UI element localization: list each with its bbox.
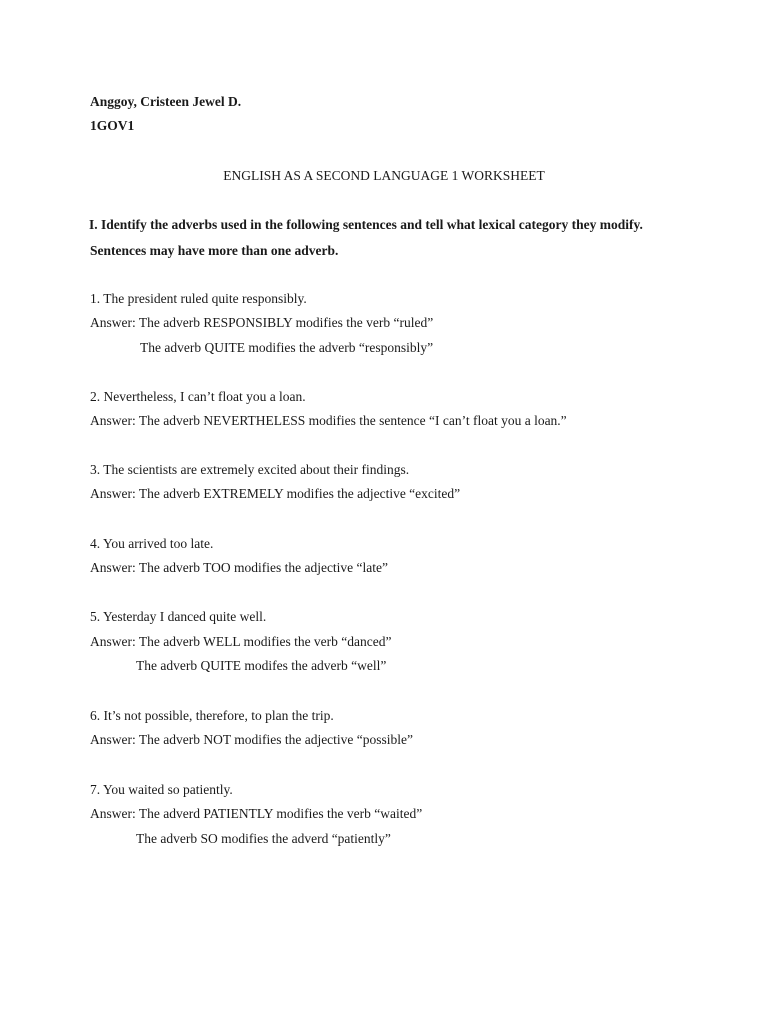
question-1: 1. The president ruled quite responsibly.: [90, 291, 307, 306]
worksheet-title: ENGLISH AS A SECOND LANGUAGE 1 WORKSHEET: [223, 168, 545, 183]
instructions-line-2: Sentences may have more than one adverb.: [90, 243, 339, 258]
question-7: 7. You waited so patiently.: [90, 782, 233, 797]
answer-5a: Answer: The adverb WELL modifies the verb “danced”: [90, 634, 392, 649]
student-name: Anggoy, Cristeen Jewel D.: [90, 94, 242, 109]
answer-3a: Answer: The adverb EXTREMELY modifies the adjective “excited”: [90, 486, 461, 501]
answer-6a: Answer: The adverb NOT modifies the adjective “possible”: [90, 732, 414, 747]
answer-1b: The adverb QUITE modifies the adverb “responsibly”: [140, 340, 434, 355]
answer-7b: The adverb SO modifies the adverd “patiently”: [136, 831, 391, 846]
question-3: 3. The scientists are extremely excited about their findings.: [90, 462, 410, 477]
answer-7a: Answer: The adverd PATIENTLY modifies the verb “waited”: [90, 806, 423, 821]
question-2: 2. Nevertheless, I can’t float you a loan.: [90, 389, 306, 404]
answer-4a: Answer: The adverb TOO modifies the adjective “late”: [90, 560, 389, 575]
answer-5b: The adverb QUITE modifes the adverb “well”: [136, 658, 387, 673]
question-5: 5. Yesterday I danced quite well.: [90, 609, 267, 624]
section-code: 1GOV1: [90, 118, 135, 133]
question-4: 4. You arrived too late.: [90, 536, 214, 551]
instructions-line-1: I. Identify the adverbs used in the following sentences and tell what lexical category they modify.: [89, 217, 643, 232]
question-6: 6. It’s not possible, therefore, to plan the trip.: [90, 708, 334, 723]
answer-2a: Answer: The adverb NEVERTHELESS modifies the sentence “I can’t float you a loan.”: [90, 413, 567, 428]
answer-1a: Answer: The adverb RESPONSIBLY modifies the verb “ruled”: [90, 315, 434, 330]
